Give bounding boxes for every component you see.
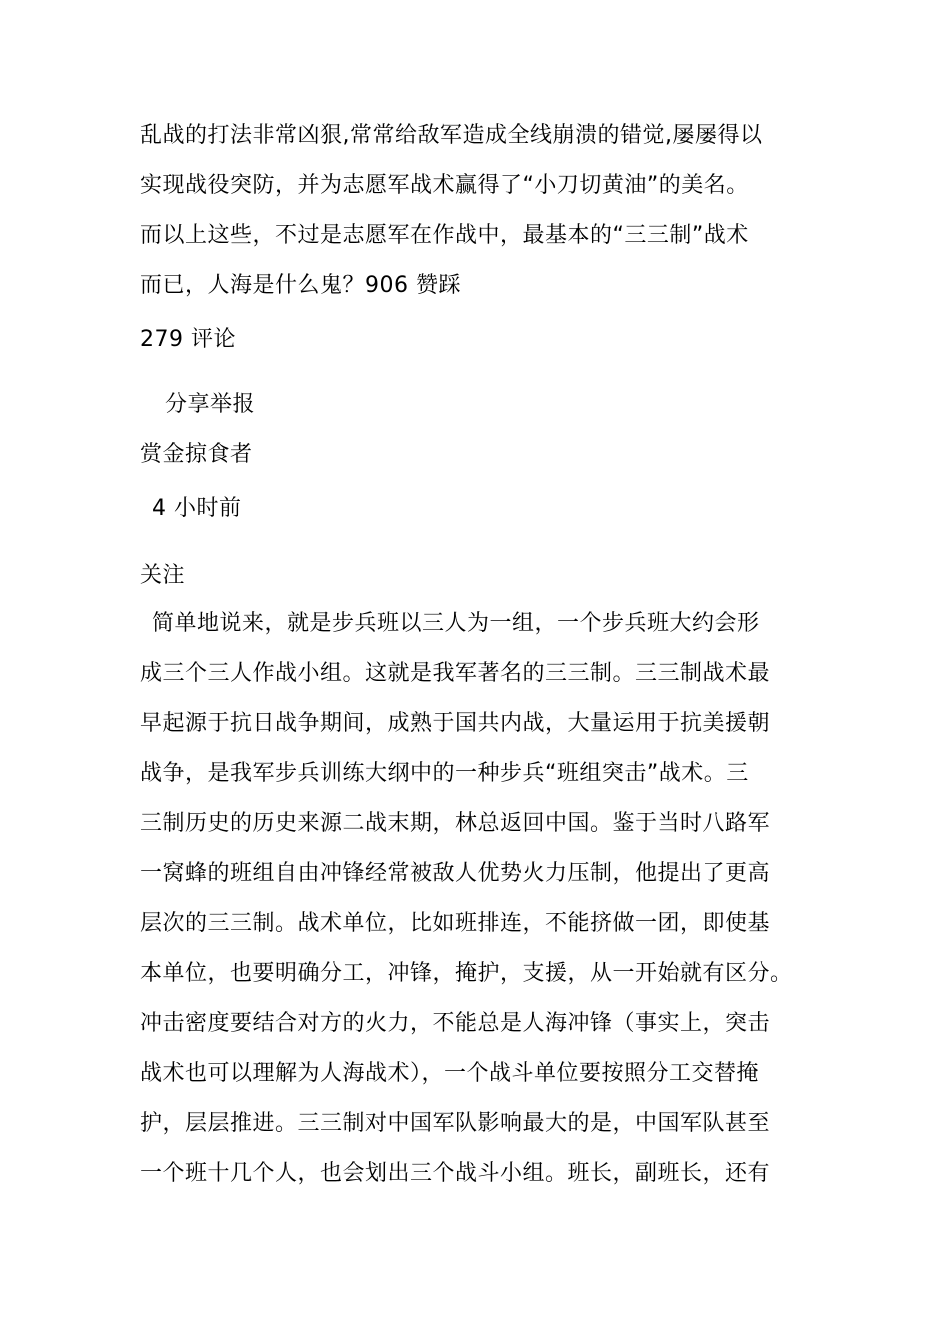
paragraph-2-line-11: 护，层层推进。三三制对中国军队影响最大的是，中国军队甚至	[140, 1111, 771, 1136]
paragraph-2-line-10: 战术也可以理解为人海战术），一个战斗单位要按照分工交替掩	[140, 1061, 760, 1086]
share-report: 分享举报	[165, 392, 256, 417]
paragraph-2-line-2: 成三个三人作战小组。这就是我军著名的三三制。三三制战术最	[140, 661, 771, 686]
paragraph-2-line-4: 战争，是我军步兵训练大纲中的一种步兵“班组突击”战术。三	[140, 761, 749, 786]
paragraph-2-line-1: 简单地说来，就是步兵班以三人为一组，一个步兵班大约会形	[152, 611, 760, 636]
paragraph-2-line-12: 一个班十几个人，也会划出三个战斗小组。班长，副班长，还有	[140, 1161, 771, 1186]
paragraph-2-line-6: 一窝蜂的班组自由冲锋经常被敌人优势火力压制，他提出了更高	[140, 861, 771, 886]
comments-count: 279 评论	[140, 327, 236, 352]
paragraph-2-line-5: 三制历史的历史来源二战末期，林总返回中国。鉴于当时八路军	[140, 811, 771, 836]
paragraph-2-line-7: 层次的三三制。战术单位，比如班排连，不能挤做一团，即使基	[140, 911, 771, 936]
paragraph-1-line-2: 实现战役突防，并为志愿军战术赢得了“小刀切黄油”的美名。	[140, 173, 749, 198]
paragraph-1-line-4: 而已，人海是什么鬼？906 赞踩	[140, 273, 461, 298]
paragraph-2-line-8: 本单位，也要明确分工，冲锋，掩护，支援，从一开始就有区分。	[140, 961, 793, 986]
author-name: 赏金掠食者	[140, 442, 253, 467]
paragraph-2-line-3: 早起源于抗日战争期间，成熟于国共内战，大量运用于抗美援朝	[140, 711, 771, 736]
paragraph-1-line-3: 而以上这些，不过是志愿军在作战中，最基本的“三三制”战术	[140, 223, 749, 248]
post-time: 4 小时前	[152, 496, 242, 521]
follow-label: 关注	[140, 563, 186, 588]
paragraph-1-line-1: 乱战的打法非常凶狠,常常给敌军造成全线崩溃的错觉,屡屡得以	[140, 123, 763, 148]
paragraph-2-line-9: 冲击密度要结合对方的火力，不能总是人海冲锋（事实上，突击	[140, 1011, 771, 1036]
